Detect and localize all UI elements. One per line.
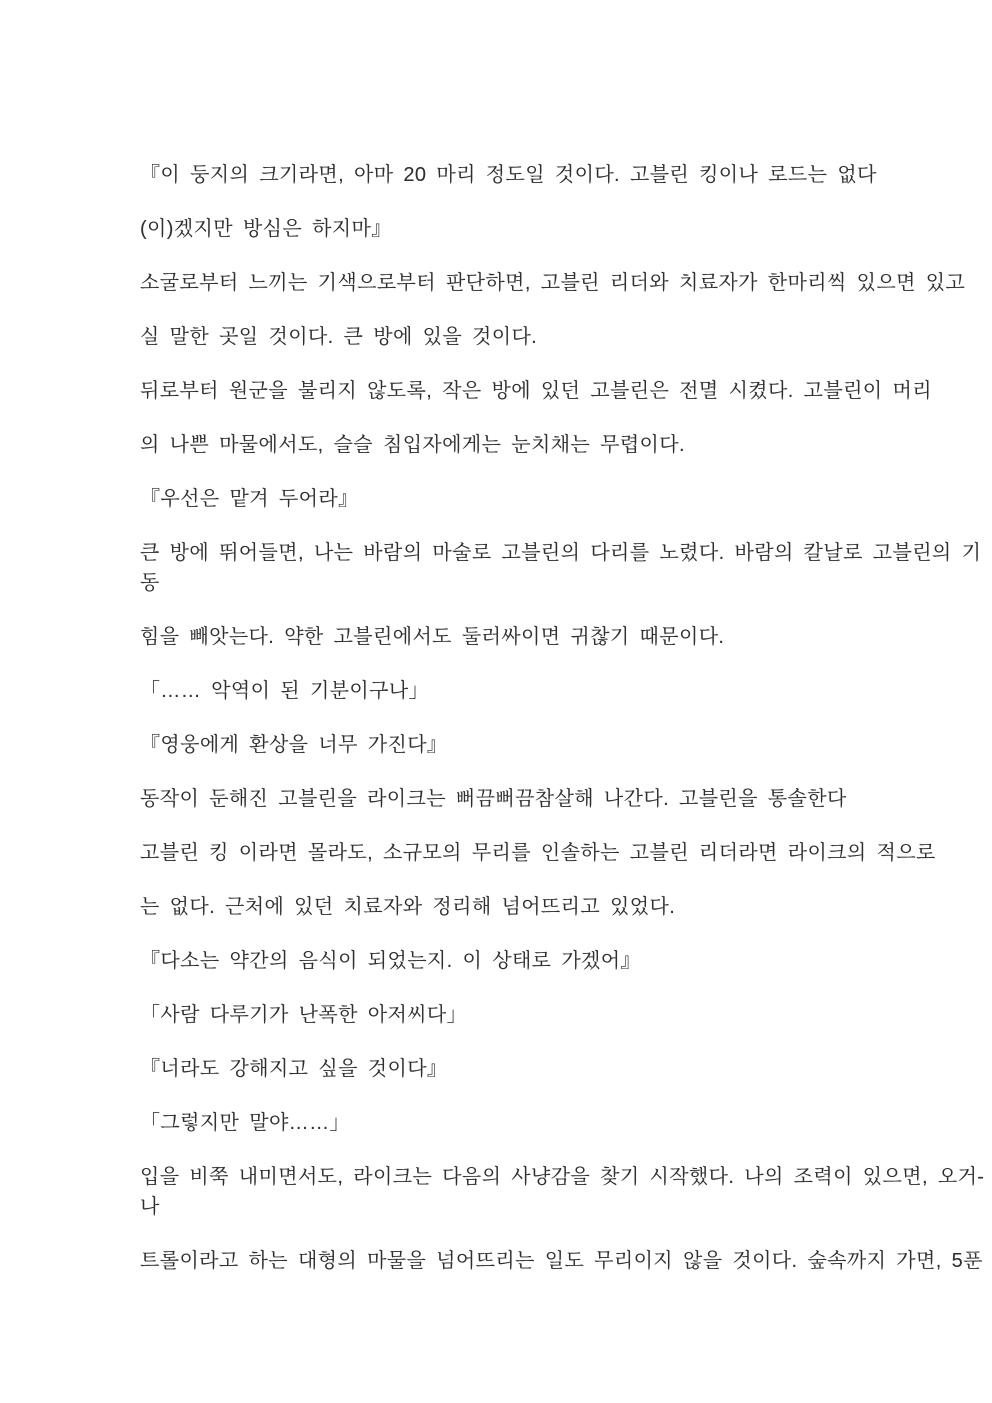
paragraph bbox=[140, 838, 936, 868]
paragraph bbox=[140, 1162, 985, 1222]
text-line: 「…… 악역이 된 기분이구나」 bbox=[140, 680, 429, 702]
paragraph bbox=[140, 160, 877, 190]
text-line: 는 없다. 근처에 있던 치료자와 정리해 넘어뜨리고 있었다. bbox=[140, 896, 676, 918]
text-line: 실 말한 곳일 것이다. 큰 방에 있을 것이다. bbox=[140, 326, 538, 348]
paragraph bbox=[140, 376, 932, 406]
text-line: 소굴로부터 느끼는 기색으로부터 판단하면, 고블린 리더와 치료자가 한마리씩 있으면 있고 bbox=[140, 272, 966, 294]
text-line: 『이 둥지의 크기라면, 아마 20 마리 정도일 것이다. 고블린 킹이나 로드는 없다 bbox=[140, 164, 877, 186]
paragraph bbox=[140, 730, 870, 760]
paragraph bbox=[140, 1246, 983, 1276]
text-line: 입을 비쭉 내미면서도, 라이크는 다음의 사냥감을 찾기 시작했다. 나의 조력이 있으면, 오거- bbox=[140, 1166, 985, 1188]
paragraph bbox=[140, 784, 870, 814]
paragraph bbox=[140, 268, 966, 298]
paragraph bbox=[140, 1054, 870, 1084]
text-line: 고블린 킹 이라면 몰라도, 소규모의 무리를 인솔하는 고블린 리더라면 라이크의 적으로 bbox=[140, 842, 936, 864]
text-line: 『우선은 맡겨 두어라』 bbox=[140, 488, 359, 510]
text-line: 트롤이라고 하는 대형의 마물을 넘어뜨리는 일도 무리이지 않을 것이다. 숲속까지 가면, 5푼 bbox=[140, 1250, 983, 1272]
text-line: 『너라도 강해지고 싶을 것이다』 bbox=[140, 1058, 448, 1080]
paragraph bbox=[140, 676, 870, 706]
text-line: 동작이 둔해진 고블린을 라이크는 뻐끔뻐끔참살해 나간다. 고블린을 통솔한다 bbox=[140, 788, 847, 810]
text-line: 『다소는 약간의 음식이 되었는지. 이 상태로 가겠어』 bbox=[140, 950, 641, 972]
text-line: 뒤로부터 원군을 불리지 않도록, 작은 방에 있던 고블린은 전멸 시켰다. 고블린이 머리 bbox=[140, 380, 932, 402]
text-line: (이)겠지만 방심은 하지마』 bbox=[140, 218, 392, 240]
text-content bbox=[140, 160, 985, 1300]
paragraph bbox=[140, 430, 870, 460]
paragraph bbox=[140, 946, 870, 976]
paragraph bbox=[140, 322, 870, 352]
paragraph bbox=[140, 484, 870, 514]
text-line: 동 bbox=[140, 572, 160, 594]
text-line: 『영웅에게 환상을 너무 가진다』 bbox=[140, 734, 448, 756]
text-line: 나 bbox=[140, 1196, 160, 1218]
text-line: 의 나쁜 마물에서도, 슬슬 침입자에게는 눈치채는 무렵이다. bbox=[140, 434, 685, 456]
paragraph bbox=[140, 1000, 870, 1030]
paragraph bbox=[140, 538, 982, 598]
paragraph bbox=[140, 622, 870, 652]
text-line: 「사람 다루기가 난폭한 아저씨다」 bbox=[140, 1004, 468, 1026]
paragraph bbox=[140, 214, 870, 244]
paragraph bbox=[140, 892, 870, 922]
text-line: 「그렇지만 말야……」 bbox=[140, 1112, 350, 1134]
text-line: 힘을 빼앗는다. 약한 고블린에서도 둘러싸이면 귀찮기 때문이다. bbox=[140, 626, 725, 648]
text-line: 큰 방에 뛰어들면, 나는 바람의 마술로 고블린의 다리를 노렸다. 바람의 칼날로 고블린의 기 bbox=[140, 542, 982, 564]
paragraph bbox=[140, 1108, 870, 1138]
